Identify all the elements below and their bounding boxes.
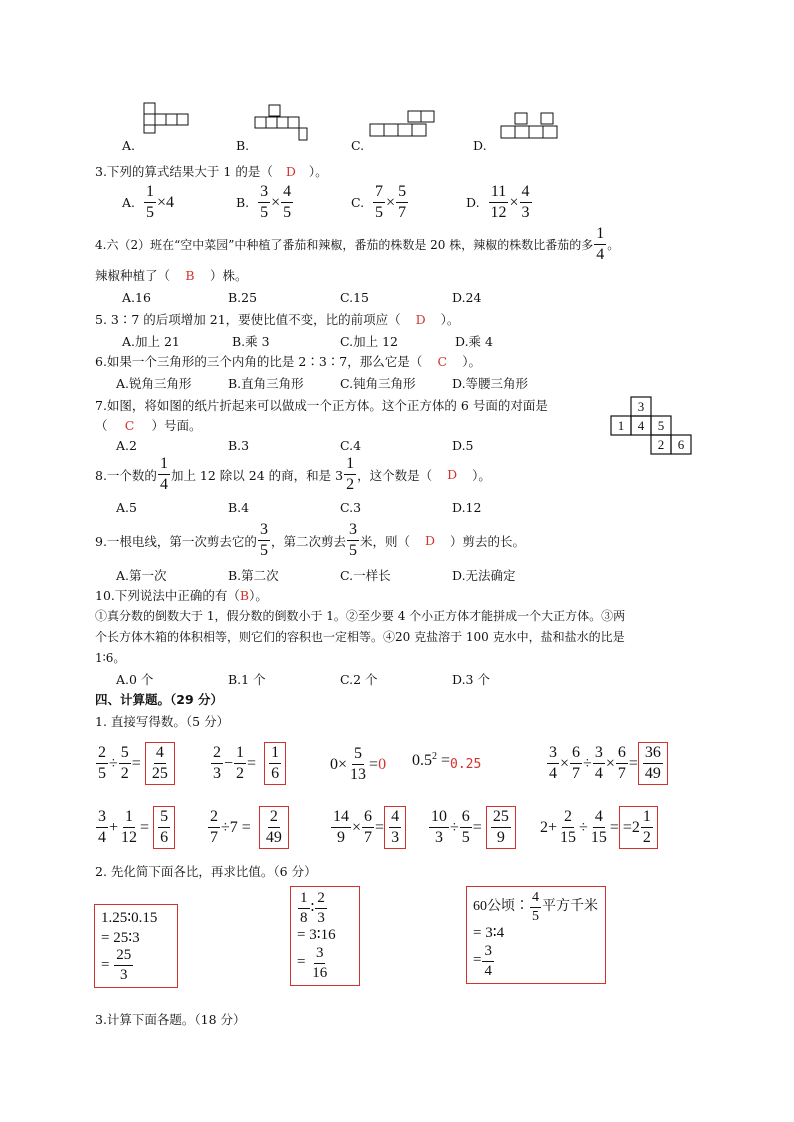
q5-option-b[interactable]: B.乘 3 xyxy=(232,334,270,349)
q4-line2: 辣椒种植了（ B ）株。 xyxy=(95,268,248,283)
calc-3-answer: 0 xyxy=(378,755,387,773)
net-face-4: 4 xyxy=(637,418,645,433)
q9-option-b[interactable]: B.第二次 xyxy=(228,568,279,583)
q8-option-c[interactable]: C.3 xyxy=(340,500,362,515)
section-4-part-1: 1. 直接写得数。（5 分） xyxy=(95,714,230,729)
q4-option-d[interactable]: D.24 xyxy=(452,290,482,305)
q5-option-d[interactable]: D.乘 4 xyxy=(455,334,493,349)
q6-option-b[interactable]: B.直角三角形 xyxy=(228,376,304,391)
q8-option-d[interactable]: D.12 xyxy=(452,500,482,515)
calc-2: 2 3 − $\frac{1}{2}$ = 1 6 xyxy=(210,742,286,785)
q10-stem: 10.下列说法中正确的有（B）。 xyxy=(95,588,268,603)
net-face-6: 6 xyxy=(677,437,685,452)
q9-stem: 9.一根电线，第一次剪去它的 3 5 ，第二次剪去 3 5 米，则（ D ）剪去的长。 xyxy=(95,521,525,559)
calc-10: 2+ $\frac{2}{15}$ ÷ $\frac{4}{15}$ = =2 1 2 xyxy=(540,806,658,849)
calc-3: 0× $\frac{5}{13}$ = 0 xyxy=(330,745,387,783)
q7-answer: C xyxy=(124,418,135,433)
q10-option-a[interactable]: A.0 个 xyxy=(116,672,154,687)
q3-option-d[interactable]: D. $\frac{11}{12}$ × $\frac{4}{3}$ xyxy=(466,183,530,221)
calc-8: $\frac{14}{9}$ × $\frac{6}{7}$ = 4 3 xyxy=(330,806,406,849)
q7-option-a[interactable]: A.2 xyxy=(116,438,137,453)
ratio-box-3[interactable]: 60公顷∶ 4 5 平方千米 = 3∶4 = $\frac{3}{4}$ xyxy=(466,886,606,984)
net-option-b xyxy=(253,104,313,144)
section-4-title: 四、计算题。（29 分） xyxy=(95,692,223,707)
q6-stem: 6.如果一个三角形的三个内角的比是 2∶3∶7，那么它是（ C ）。 xyxy=(95,354,482,369)
q10-statement-line-2: 个长方体木箱的体积相等，则它们的容积也一定相等。④20 克盐溶于 100 克水中，盐和盐水的比是 xyxy=(95,630,625,644)
calc-5-answer-box[interactable]: 36 49 xyxy=(638,742,668,785)
q5-option-c[interactable]: C.加上 12 xyxy=(340,334,398,349)
q10-answer: B xyxy=(239,588,250,603)
q8-answer: D xyxy=(447,467,458,482)
q4-option-c[interactable]: C.15 xyxy=(340,290,369,305)
calc-4: 0.5 $^2$ = 0.25 xyxy=(412,750,482,772)
q5-option-a[interactable]: A.加上 21 xyxy=(122,334,180,349)
q10-statement-line-3: 1∶6。 xyxy=(95,651,126,665)
q6-option-a[interactable]: A.锐角三角形 xyxy=(116,376,192,391)
net-option-a xyxy=(140,102,200,134)
q7-option-b[interactable]: B.3 xyxy=(228,438,250,453)
q10-option-b[interactable]: B.1 个 xyxy=(228,672,266,687)
q9-option-c[interactable]: C.一样长 xyxy=(340,568,391,583)
calc-2-answer-box[interactable]: 1 6 xyxy=(264,742,286,785)
q2-option-a[interactable]: A. xyxy=(122,138,136,153)
calc-9: $\frac{10}{3}$ ÷ $\frac{6}{5}$ = 25 9 xyxy=(428,806,516,849)
q9-answer: D xyxy=(424,533,435,548)
q2-option-b[interactable]: B. xyxy=(236,138,250,153)
q9-option-d[interactable]: D.无法确定 xyxy=(452,568,516,583)
q3-stem: 3.下列的算式结果大于 1 的是（ D ）。 xyxy=(95,164,328,179)
q10-option-c[interactable]: C.2 个 xyxy=(340,672,378,687)
q8-option-a[interactable]: A.5 xyxy=(116,500,137,515)
q4-answer: B xyxy=(185,268,195,283)
net-face-5: 5 xyxy=(657,418,665,433)
q6-answer: C xyxy=(437,354,448,369)
calc-10-answer-box[interactable]: =2 1 2 xyxy=(619,806,658,849)
q6-option-d[interactable]: D.等腰三角形 xyxy=(452,376,529,391)
net-face-3: 3 xyxy=(637,399,645,414)
calc-6-answer-box[interactable]: 5 6 xyxy=(153,806,175,849)
calc-7-answer-box[interactable]: 2 49 xyxy=(259,806,289,849)
calc-6: 3 4 + $\frac{1}{12}$ = 5 6 xyxy=(95,806,175,849)
q5-stem: 5. 3∶7 的后项增加 21，要使比值不变，比的前项应（ D ）。 xyxy=(95,312,460,327)
net-option-c xyxy=(368,110,448,142)
q8-stem: 8.一个数的 1 4 加上 12 除以 24 的商，和是 3 1 2 ，这个数是（ D ）。 xyxy=(95,455,491,493)
section-4-part-2: 2. 先化简下面各比，再求比值。（6 分） xyxy=(95,864,317,879)
q4-option-b[interactable]: B.25 xyxy=(228,290,258,305)
q3-option-c[interactable]: C. $\frac{7}{5}$ × $\frac{5}{7}$ xyxy=(351,183,407,221)
q7-stem: 7.如图，将如图的纸片折起来可以做成一个正方体。这个正方体的 6 号面的对面是 xyxy=(95,398,548,413)
q7-line2: （ C ）号面。 xyxy=(95,418,202,433)
q4-stem: 4.六（2）班在“空中菜园”中种植了番茄和辣椒，番茄的株数是 20 株，辣椒的株数比番茄的多 1 4 。 xyxy=(95,225,620,263)
q10-option-d[interactable]: D.3 个 xyxy=(452,672,490,687)
net-face-1: 1 xyxy=(617,418,625,433)
calc-9-answer-box[interactable]: 25 9 xyxy=(486,806,516,849)
q3-option-a[interactable]: A. $\frac{1}{5}$ ×4 xyxy=(122,183,174,221)
calc-1-answer-box[interactable]: 4 25 xyxy=(145,742,175,785)
q5-answer: D xyxy=(415,312,426,327)
calc-7: $\frac{2}{7}$ ÷7 = 2 49 xyxy=(207,806,289,849)
section-4-part-3: 3.计算下面各题。（18 分） xyxy=(95,1012,246,1027)
q9-option-a[interactable]: A.第一次 xyxy=(116,568,167,583)
cube-net-figure xyxy=(610,396,696,458)
calc-1: $\frac{2}{5}$ ÷ $\frac{5}{2}$ = 4 25 xyxy=(95,742,175,785)
q7-option-c[interactable]: C.4 xyxy=(340,438,362,453)
q10-statement-line-1: ①真分数的倒数大于 1，假分数的倒数小于 1。②至少要 4 个小正方体才能拼成一个大正方体。③两 xyxy=(95,609,626,623)
ratio-box-2[interactable]: 1 8 ∶ 2 3 = 3∶16 = $\frac{3}{16}$ xyxy=(290,886,360,986)
q3-answer: D xyxy=(285,164,296,179)
net-option-d xyxy=(497,112,567,144)
net-face-2: 2 xyxy=(657,437,665,452)
q2-option-c[interactable]: C. xyxy=(351,138,365,153)
calc-4-answer: 0.25 xyxy=(450,756,482,772)
ratio-box-1[interactable]: 1.25∶0.15 = 25∶3 = $\frac{25}{3}$ xyxy=(94,904,178,988)
q8-option-b[interactable]: B.4 xyxy=(228,500,250,515)
q4-option-a[interactable]: A.16 xyxy=(122,290,151,305)
q7-option-d[interactable]: D.5 xyxy=(452,438,474,453)
calc-8-answer-box[interactable]: 4 3 xyxy=(384,806,406,849)
q3-option-b[interactable]: B. $\frac{3}{5}$ × $\frac{4}{5}$ xyxy=(236,183,292,221)
q2-option-d[interactable]: D. xyxy=(473,138,487,153)
calc-5: $\frac{3}{4}$ × $\frac{6}{7}$ ÷ $\frac{3}{4}$ × $\frac{6}{7}$ = 36 49 xyxy=(546,742,668,785)
q6-option-c[interactable]: C.钝角三角形 xyxy=(340,376,416,391)
